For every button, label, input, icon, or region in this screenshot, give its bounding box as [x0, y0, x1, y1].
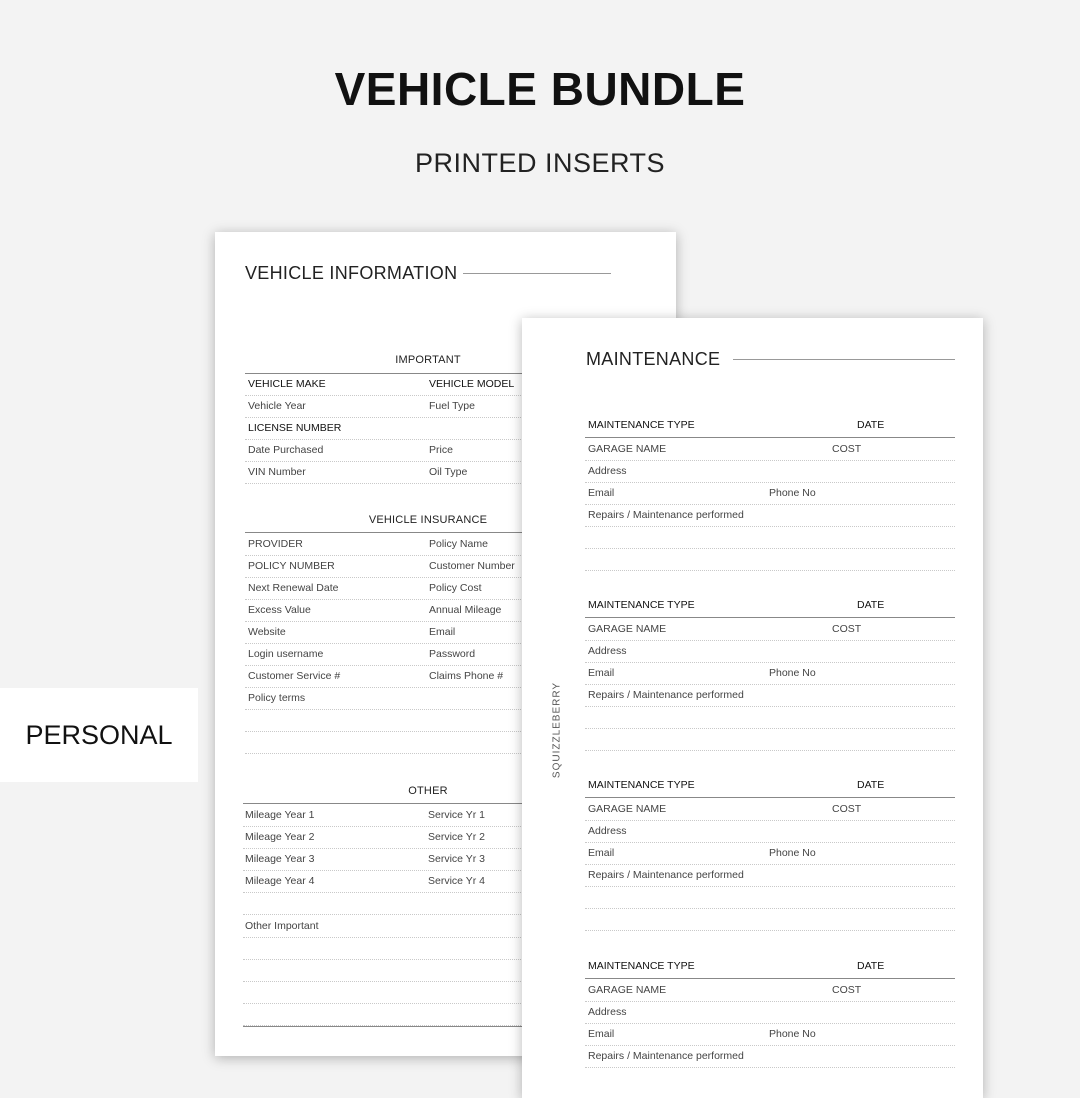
field-label: COST	[832, 623, 862, 635]
date-label: DATE	[857, 779, 885, 791]
field-label: Address	[588, 825, 627, 837]
table-row	[243, 827, 555, 849]
blank-line	[243, 1004, 555, 1026]
field-label: Service Yr 3	[428, 853, 485, 865]
table-row	[245, 666, 555, 688]
bottom-rule	[243, 1026, 555, 1027]
field-label: Service Yr 2	[428, 831, 485, 843]
block-rule	[585, 978, 955, 979]
table-row	[585, 461, 955, 483]
page-subtitle: PRINTED INSERTS	[414, 148, 666, 178]
field-label: COST	[832, 803, 862, 815]
field-label: Policy Cost	[429, 582, 482, 594]
field-label: Annual Mileage	[429, 604, 502, 616]
field-label: GARAGE NAME	[588, 984, 667, 996]
field-label: VIN Number	[248, 466, 306, 478]
field-label: Address	[588, 465, 627, 477]
section-heading-insurance: VEHICLE INSURANCE	[368, 514, 488, 526]
field-label: Phone No	[769, 1028, 816, 1040]
block-rule	[585, 437, 955, 438]
field-label: Phone No	[769, 667, 816, 679]
table-row	[585, 865, 955, 887]
size-badge: PERSONAL	[0, 688, 198, 782]
field-label: VEHICLE MODEL	[429, 378, 515, 390]
date-label: DATE	[857, 599, 885, 611]
field-label: Mileage Year 2	[245, 831, 315, 843]
table-row	[585, 980, 955, 1002]
table-row	[245, 556, 555, 578]
maintenance-type-label: MAINTENANCE TYPE	[588, 779, 695, 791]
page-title: VEHICLE BUNDLE	[334, 63, 746, 115]
date-label: DATE	[857, 960, 885, 972]
blank-line	[585, 909, 955, 931]
table-row	[585, 685, 955, 707]
field-label: Policy Name	[429, 538, 488, 550]
table-row	[585, 843, 955, 865]
sheet-title: VEHICLE INFORMATION	[245, 263, 458, 283]
table-row	[243, 805, 555, 827]
field-label: Email	[588, 667, 615, 679]
field-label: Email	[588, 1028, 615, 1040]
table-row	[585, 641, 955, 663]
table-row	[245, 418, 555, 440]
table-row	[585, 1046, 955, 1068]
table-row	[245, 534, 555, 556]
title-rule	[463, 273, 611, 274]
field-label: GARAGE NAME	[588, 443, 667, 455]
maintenance-block	[585, 598, 955, 758]
field-label: Date Purchased	[248, 444, 324, 456]
table-row	[245, 622, 555, 644]
field-label: Price	[429, 444, 453, 456]
field-label: Fuel Type	[429, 400, 475, 412]
field-label: Mileage Year 1	[245, 809, 315, 821]
blank-line	[245, 732, 555, 754]
field-label: Customer Number	[429, 560, 515, 572]
table-row	[585, 663, 955, 685]
blank-line	[585, 707, 955, 729]
date-label: DATE	[857, 419, 885, 431]
blank-line	[585, 887, 955, 909]
field-label: Repairs / Maintenance performed	[588, 869, 744, 881]
table-row	[245, 462, 555, 484]
table-row	[585, 821, 955, 843]
blank-line	[585, 549, 955, 571]
field-label: Website	[248, 626, 286, 638]
blank-line	[243, 893, 555, 915]
maintenance-block	[585, 778, 955, 938]
section-rule	[243, 803, 555, 804]
maintenance-block	[585, 959, 955, 1098]
field-label: Vehicle Year	[248, 400, 306, 412]
field-label: Email	[429, 626, 456, 638]
table-row	[585, 619, 955, 641]
field-label: Email	[588, 847, 615, 859]
field-label: Service Yr 4	[428, 875, 485, 887]
field-label: Customer Service #	[248, 670, 341, 682]
table-row	[585, 505, 955, 527]
maintenance-type-label: MAINTENANCE TYPE	[588, 599, 695, 611]
blank-line	[585, 729, 955, 751]
table-row	[245, 374, 555, 396]
section-heading-important: IMPORTANT	[395, 354, 461, 366]
table-row	[245, 644, 555, 666]
maintenance-sheet	[522, 318, 983, 1098]
sheet-title: MAINTENANCE	[586, 349, 721, 369]
maintenance-block	[585, 418, 955, 578]
section-rule	[245, 532, 555, 533]
field-label: Phone No	[769, 487, 816, 499]
table-row	[243, 916, 555, 938]
field-label: Repairs / Maintenance performed	[588, 1050, 744, 1062]
field-label: PROVIDER	[248, 538, 303, 550]
field-label: COST	[832, 443, 862, 455]
field-label: Repairs / Maintenance performed	[588, 689, 744, 701]
blank-line	[243, 960, 555, 982]
field-label: COST	[832, 984, 862, 996]
field-label: Password	[429, 648, 476, 660]
field-label: POLICY NUMBER	[248, 560, 335, 572]
field-label: LICENSE NUMBER	[248, 422, 342, 434]
field-label: Next Renewal Date	[248, 582, 339, 594]
table-row	[243, 871, 555, 893]
field-label: Address	[588, 1006, 627, 1018]
table-row	[245, 440, 555, 462]
field-label: VEHICLE MAKE	[248, 378, 326, 390]
blank-line	[245, 710, 555, 732]
field-label: Mileage Year 3	[245, 853, 315, 865]
field-label: Email	[588, 487, 615, 499]
field-label: Repairs / Maintenance performed	[588, 509, 744, 521]
blank-line	[243, 938, 555, 960]
blank-line	[243, 982, 555, 1004]
maintenance-type-label: MAINTENANCE TYPE	[588, 419, 695, 431]
table-row	[245, 578, 555, 600]
field-label: Mileage Year 4	[245, 875, 315, 887]
field-label: Excess Value	[248, 604, 311, 616]
table-row	[245, 396, 555, 418]
field-label: GARAGE NAME	[588, 623, 667, 635]
table-row	[585, 799, 955, 821]
field-label: Policy terms	[248, 692, 306, 704]
field-label: Other Important	[245, 920, 319, 932]
field-label: Phone No	[769, 847, 816, 859]
field-label: Login username	[248, 648, 324, 660]
field-label: Address	[588, 645, 627, 657]
table-row	[585, 439, 955, 461]
table-row	[245, 688, 555, 710]
maintenance-type-label: MAINTENANCE TYPE	[588, 960, 695, 972]
table-row	[585, 1002, 955, 1024]
field-label: GARAGE NAME	[588, 803, 667, 815]
table-row	[585, 483, 955, 505]
blank-line	[585, 527, 955, 549]
field-label: Oil Type	[429, 466, 468, 478]
section-heading-other: OTHER	[408, 785, 448, 797]
table-row	[243, 849, 555, 871]
block-rule	[585, 797, 955, 798]
title-rule	[733, 359, 955, 360]
table-row	[585, 1024, 955, 1046]
table-row	[245, 600, 555, 622]
field-label: Claims Phone #	[429, 670, 504, 682]
brand-watermark: SQUIZZLEBERRY	[551, 681, 563, 779]
field-label: Service Yr 1	[428, 809, 485, 821]
block-rule	[585, 617, 955, 618]
